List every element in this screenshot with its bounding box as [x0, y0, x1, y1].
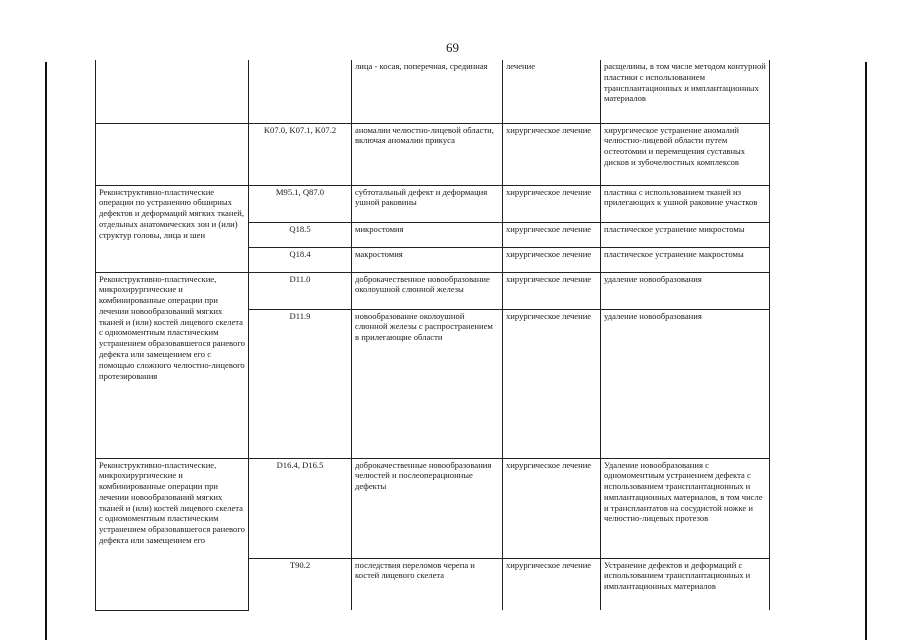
model-cell: субтотальный дефект и деформация ушной раковины: [352, 185, 503, 222]
group-cell: [96, 60, 249, 123]
left-margin-rule: [45, 62, 47, 640]
code-cell: D11.0: [249, 272, 352, 309]
treatment-cell: хирургическое лечение: [503, 558, 601, 610]
model-cell: последствия переломов черепа и костей лицевого скелета: [352, 558, 503, 610]
group-cell: Реконструктивно-пластические, микрохирургические и комбинированные операции при лечении новообразований мягких тканей и (или) костей лицевого скелета с одномоментным пластическим устранением образовавшегося раневого дефекта или замещением его с помощью сложного челюстно-лицевого протезирования: [96, 272, 249, 458]
method-cell: хирургическое устранение аномалий челюстно-лицевой области путем остеотомии и перемещения суставных дисков и зубочелюстных комплексов: [601, 123, 770, 185]
code-cell: D11.9: [249, 309, 352, 458]
treatment-cell: хирургическое лечение: [503, 185, 601, 222]
method-cell: Устранение дефектов и деформаций с использованием трансплантационных и имплантационных материалов: [601, 558, 770, 610]
treatment-cell: хирургическое лечение: [503, 222, 601, 247]
model-cell: доброкачественные новообразования челюстей и послеоперационные дефекты: [352, 458, 503, 558]
page-number: 69: [446, 40, 459, 55]
code-cell: K07.0, K07.1, K07.2: [249, 123, 352, 185]
model-cell: макростомия: [352, 247, 503, 272]
procedures-table: [95, 60, 770, 611]
treatment-cell: хирургическое лечение: [503, 272, 601, 309]
method-cell: расщелины, в том числе методом контурной пластики с использованием трансплантационных и имплантационных материалов: [601, 60, 770, 123]
treatment-cell: хирургическое лечение: [503, 458, 601, 558]
table-row: [96, 272, 770, 309]
method-cell: пластика с использованием тканей из прилегающих к ушной раковине участков: [601, 185, 770, 222]
model-cell: доброкачественное новообразование околоушной слюнной железы: [352, 272, 503, 309]
table-row: [96, 60, 770, 123]
code-cell: T90.2: [249, 558, 352, 610]
method-cell: пластическое устранение микростомы: [601, 222, 770, 247]
method-cell: удаление новообразования: [601, 309, 770, 458]
right-margin-rule: [865, 62, 867, 640]
code-cell: Q18.5: [249, 222, 352, 247]
code-cell: [249, 60, 352, 123]
model-cell: лица - косая, поперечная, срединная: [352, 60, 503, 123]
method-cell: пластическое устранение макростомы: [601, 247, 770, 272]
method-cell: удаление новообразования: [601, 272, 770, 309]
treatment-cell: лечение: [503, 60, 601, 123]
method-cell: Удаление новообразования с одномоментным устранением дефекта с использованием трансплантационных и имплантационных материалов, в том числе и трансплантатов на сосудистой ножке и челюстно-лицевых протезов: [601, 458, 770, 558]
table-row: [96, 458, 770, 558]
treatment-cell: хирургическое лечение: [503, 309, 601, 458]
treatment-cell: хирургическое лечение: [503, 123, 601, 185]
model-cell: новообразование околоушной слюнной железы с распространением в прилегающие области: [352, 309, 503, 458]
code-cell: M95.1, Q87.0: [249, 185, 352, 222]
group-cell: Реконструктивно-пластические операции по устранению обширных дефектов и деформаций мягких тканей, отдельных анатомических зон и (или) структур головы, лица и шеи: [96, 185, 249, 272]
group-cell: Реконструктивно-пластические, микрохирургические и комбинированные операции при лечении новообразований мягких тканей и (или) костей лицевого скелета с одномоментным пластическим устранением образовавшегося раневого дефекта или замещением его: [96, 458, 249, 610]
model-cell: аномалии челюстно-лицевой области, включая аномалии прикуса: [352, 123, 503, 185]
table-row: [96, 123, 770, 185]
treatment-cell: хирургическое лечение: [503, 247, 601, 272]
table-row: [96, 185, 770, 222]
code-cell: Q18.4: [249, 247, 352, 272]
model-cell: микростомия: [352, 222, 503, 247]
code-cell: D16.4, D16.5: [249, 458, 352, 558]
group-cell: [96, 123, 249, 185]
